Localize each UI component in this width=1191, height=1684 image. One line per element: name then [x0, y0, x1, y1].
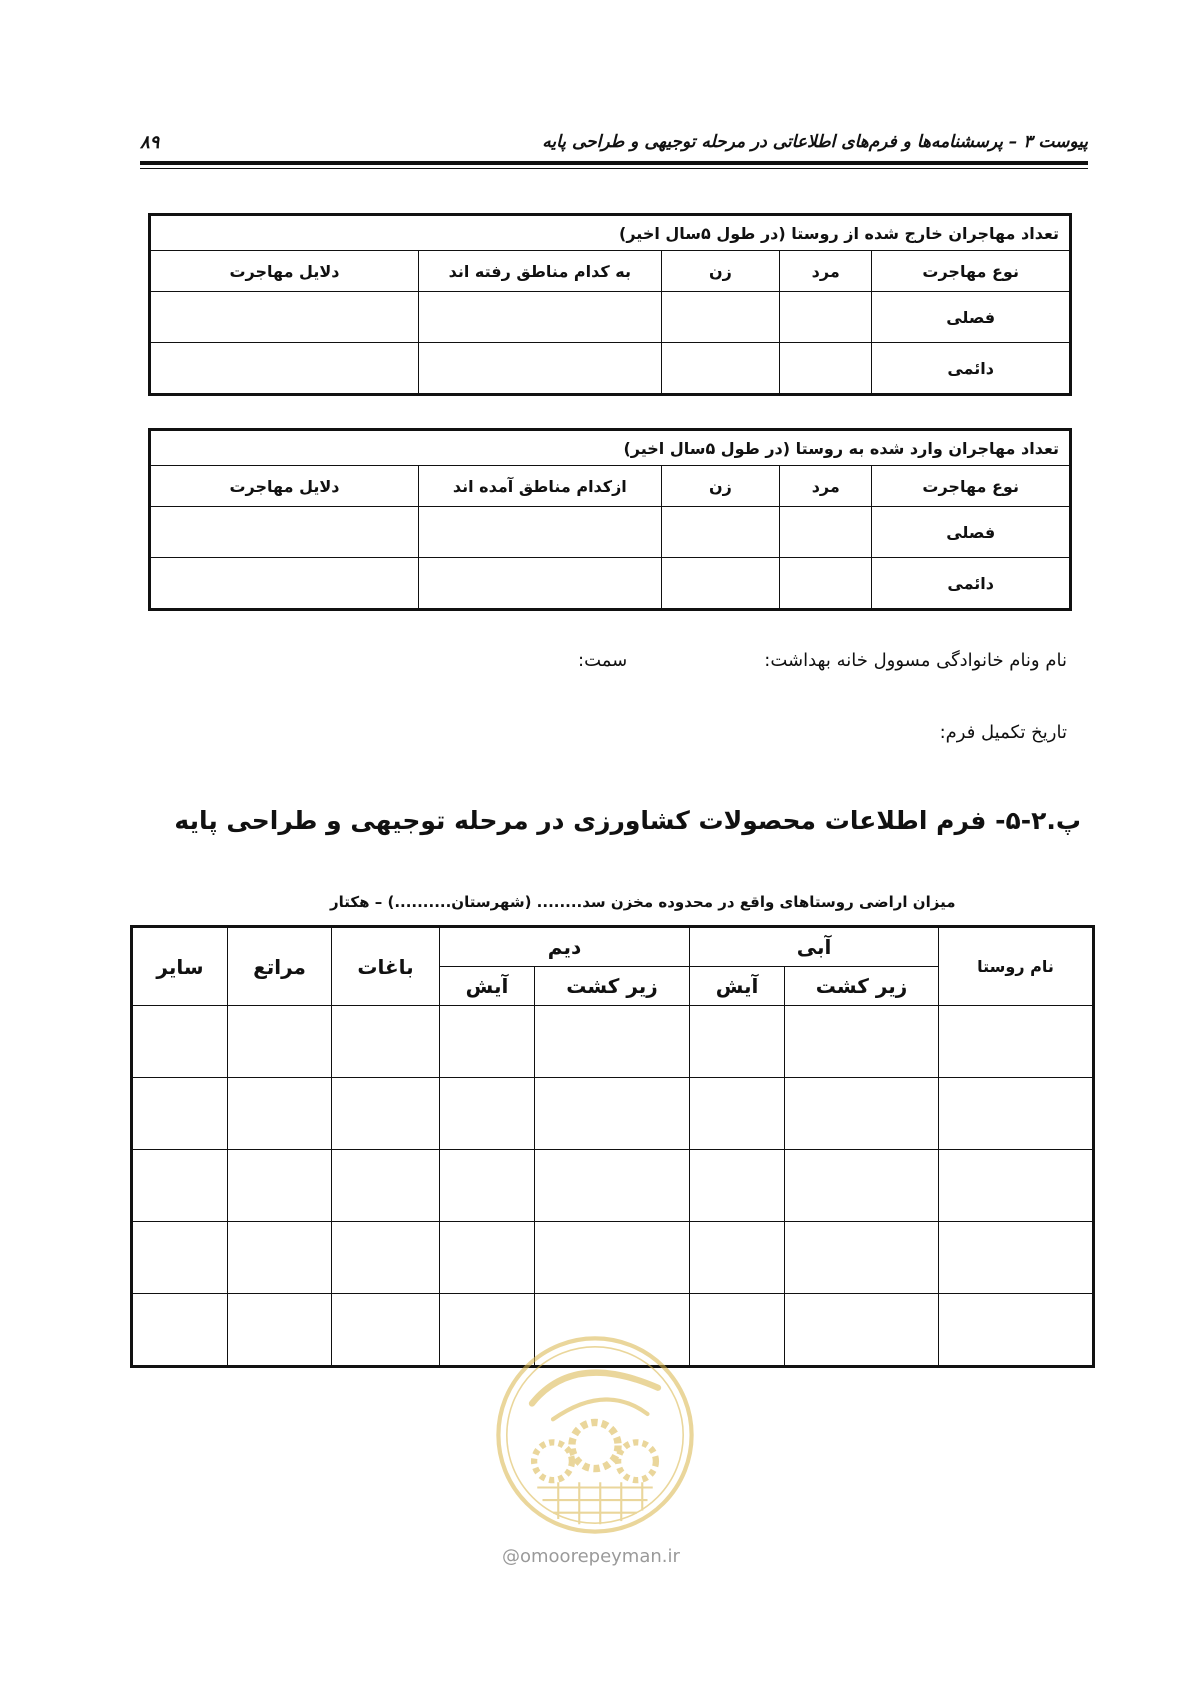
cell-input[interactable] — [661, 507, 779, 558]
col-reasons: دلایل مهاجرت — [150, 251, 419, 292]
header-title: پیوست ۳ – پرسشنامه‌ها و فرم‌های اطلاعاتی در مرحله توجیهی و طراحی پایه — [542, 132, 1088, 152]
cell-input[interactable] — [150, 292, 419, 343]
land-cell-input[interactable] — [939, 1006, 1094, 1078]
col-village-name: نام روستا — [939, 927, 1094, 1006]
land-cell-input[interactable] — [785, 1222, 939, 1294]
col-reasons: دلایل مهاجرت — [150, 466, 419, 507]
land-cell-input[interactable] — [785, 1006, 939, 1078]
col-migration-type: نوع مهاجرت — [872, 466, 1071, 507]
col-irrigated-cultivated: زیر کشت — [785, 967, 939, 1006]
page-number: ۸۹ — [140, 132, 160, 153]
emigrants-out-title: تعداد مهاجران خارج شده از روستا (در طول ۵سال اخیر) — [150, 215, 1071, 251]
cell-input[interactable] — [780, 292, 872, 343]
land-table-row — [132, 1006, 1094, 1078]
land-cell-input[interactable] — [228, 1222, 332, 1294]
col-men: مرد — [780, 251, 872, 292]
land-cell-input[interactable] — [785, 1294, 939, 1367]
land-cell-input[interactable] — [535, 1222, 690, 1294]
row-seasonal: فصلی — [872, 292, 1071, 343]
cell-input[interactable] — [150, 507, 419, 558]
immigrants-in-table — [148, 428, 1072, 611]
land-cell-input[interactable] — [785, 1150, 939, 1222]
land-table-body — [132, 1006, 1094, 1367]
land-table — [130, 925, 1095, 1368]
land-table-row — [132, 1222, 1094, 1294]
emigrants-out-table — [148, 213, 1072, 396]
land-cell-input[interactable] — [228, 1006, 332, 1078]
row-permanent: دائمی — [872, 343, 1071, 395]
cell-input[interactable] — [418, 343, 661, 395]
land-cell-input[interactable] — [332, 1150, 440, 1222]
responsible-name-label: نام ونام خانوادگی مسوول خانه بهداشت: — [764, 650, 1067, 671]
col-pastures: مراتع — [228, 927, 332, 1006]
cell-input[interactable] — [780, 507, 872, 558]
watermark-site: @omoorepeyman.ir — [502, 1546, 680, 1567]
row-permanent: دائمی — [872, 558, 1071, 610]
cell-input[interactable] — [150, 558, 419, 610]
land-cell-input[interactable] — [690, 1222, 785, 1294]
completion-date-label: تاریخ تکمیل فرم: — [939, 722, 1067, 743]
land-cell-input[interactable] — [228, 1294, 332, 1367]
col-other: سایر — [132, 927, 228, 1006]
land-cell-input[interactable] — [132, 1222, 228, 1294]
land-cell-input[interactable] — [332, 1078, 440, 1150]
land-cell-input[interactable] — [690, 1150, 785, 1222]
land-cell-input[interactable] — [785, 1078, 939, 1150]
col-destination: به کدام مناطق رفته اند — [418, 251, 661, 292]
col-dryland: دیم — [440, 927, 690, 967]
land-cell-input[interactable] — [690, 1006, 785, 1078]
cell-input[interactable] — [661, 343, 779, 395]
land-cell-input[interactable] — [535, 1078, 690, 1150]
land-table-row — [132, 1150, 1094, 1222]
cell-input[interactable] — [418, 292, 661, 343]
land-cell-input[interactable] — [440, 1150, 535, 1222]
role-label: سمت: — [578, 650, 628, 671]
publisher-seal-watermark — [490, 1330, 700, 1540]
row-seasonal: فصلی — [872, 507, 1071, 558]
col-dryland-fallow: آیش — [440, 967, 535, 1006]
col-dryland-cultivated: زیر کشت — [535, 967, 690, 1006]
col-origin: ازکدام مناطق آمده اند — [418, 466, 661, 507]
cell-input[interactable] — [661, 292, 779, 343]
land-cell-input[interactable] — [939, 1222, 1094, 1294]
land-cell-input[interactable] — [228, 1078, 332, 1150]
land-cell-input[interactable] — [228, 1150, 332, 1222]
land-table-caption: میزان اراضی روستاهای واقع در محدوده مخزن سد........ (شهرستان..........) – هکتار — [330, 893, 956, 911]
cell-input[interactable] — [780, 343, 872, 395]
land-cell-input[interactable] — [690, 1078, 785, 1150]
col-orchards: باغات — [332, 927, 440, 1006]
land-table-row — [132, 1078, 1094, 1150]
land-cell-input[interactable] — [440, 1222, 535, 1294]
cell-input[interactable] — [418, 507, 661, 558]
land-cell-input[interactable] — [132, 1006, 228, 1078]
land-cell-input[interactable] — [690, 1294, 785, 1367]
land-cell-input[interactable] — [132, 1294, 228, 1367]
cell-input[interactable] — [780, 558, 872, 610]
page-header — [140, 120, 1088, 160]
cell-input[interactable] — [418, 558, 661, 610]
land-cell-input[interactable] — [939, 1078, 1094, 1150]
cell-input[interactable] — [150, 343, 419, 395]
land-cell-input[interactable] — [440, 1006, 535, 1078]
land-cell-input[interactable] — [132, 1150, 228, 1222]
col-men: مرد — [780, 466, 872, 507]
col-irrigated: آبی — [690, 927, 939, 967]
cell-input[interactable] — [661, 558, 779, 610]
land-cell-input[interactable] — [132, 1078, 228, 1150]
land-cell-input[interactable] — [332, 1294, 440, 1367]
land-cell-input[interactable] — [332, 1222, 440, 1294]
land-cell-input[interactable] — [939, 1150, 1094, 1222]
immigrants-in-title: تعداد مهاجران وارد شده به روستا (در طول ۵سال اخیر) — [150, 430, 1071, 466]
land-cell-input[interactable] — [535, 1006, 690, 1078]
land-cell-input[interactable] — [440, 1078, 535, 1150]
col-women: زن — [661, 251, 779, 292]
land-cell-input[interactable] — [332, 1006, 440, 1078]
land-cell-input[interactable] — [939, 1294, 1094, 1367]
land-cell-input[interactable] — [535, 1150, 690, 1222]
header-rule — [140, 161, 1088, 165]
col-irrigated-fallow: آیش — [690, 967, 785, 1006]
section-heading: پ.۲-۵- فرم اطلاعات محصولات کشاورزی در مرحله توجیهی و طراحی پایه — [174, 806, 1081, 835]
col-migration-type: نوع مهاجرت — [872, 251, 1071, 292]
col-women: زن — [661, 466, 779, 507]
header-rule-thin — [140, 168, 1088, 169]
